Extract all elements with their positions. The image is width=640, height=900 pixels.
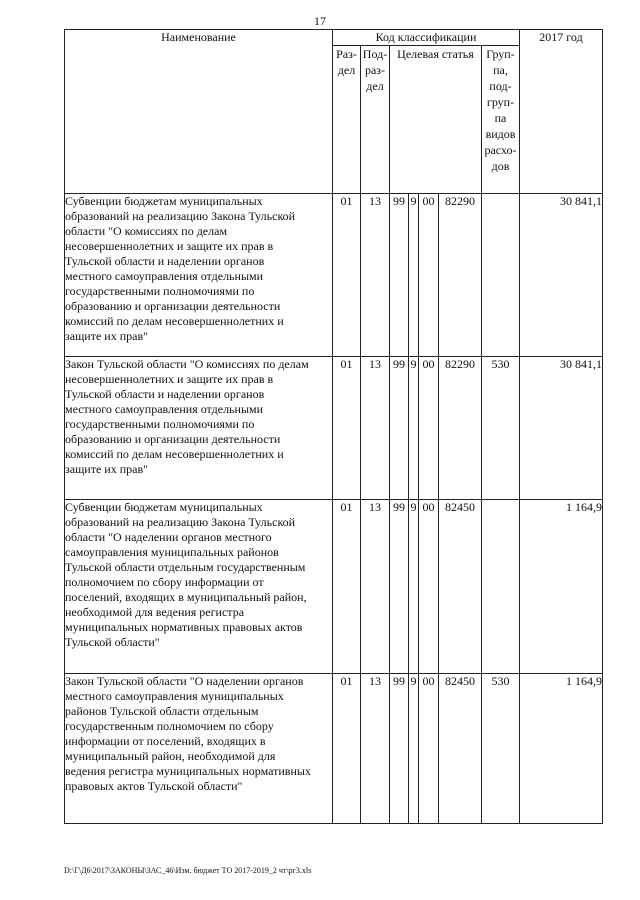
row-expense-group: 530 — [482, 357, 520, 500]
row-target-program: 99 — [390, 357, 409, 500]
header-name: Наименование — [65, 30, 333, 194]
row-amount: 1 164,9 — [520, 674, 603, 824]
row-target-subprogram: 9 — [409, 357, 419, 500]
header-code-group: Код классификации — [333, 30, 520, 46]
row-name: Субвенции бюджетам муниципальных образований на реализацию Закона Тульской области "О наделении органов местного самоуправления муниципальных районов Тульской области отдельным государственным полномочием по сбору информации от поселений, входящих в муниципальный район, необходимой для ведения регистра муниципальных нормативных правовых актов Тульской области" — [65, 500, 333, 674]
row-target-main: 00 — [419, 674, 439, 824]
row-target-program: 99 — [390, 674, 409, 824]
row-target-main: 00 — [419, 357, 439, 500]
page-number: 17 — [314, 14, 326, 28]
row-target-direction: 82290 — [439, 194, 482, 357]
table-row — [65, 500, 603, 674]
header-target: Целевая статья — [390, 46, 482, 194]
footer-file-path: D:\Г\Д6\2017\ЗАКОНЫ\ЗАС_46\Изм. бюджет ТО 2017-2019_2 чт\рг3.xls — [64, 866, 312, 875]
table-row — [65, 357, 603, 500]
row-target-direction: 82290 — [439, 357, 482, 500]
row-target-main: 00 — [419, 500, 439, 674]
table-row — [65, 674, 603, 824]
row-target-subprogram: 9 — [409, 500, 419, 674]
row-expense-group — [482, 194, 520, 357]
row-subsection: 13 — [361, 357, 390, 500]
row-target-program: 99 — [390, 194, 409, 357]
row-target-direction: 82450 — [439, 674, 482, 824]
row-name: Закон Тульской области "О комиссиях по делам несовершеннолетних и защите их прав в Тульской области и наделении органов местного самоуправления отдельными государственными полномочиями по образованию и организации деятельности комиссий по делам несовершеннолетних и защите их прав" — [65, 357, 333, 500]
row-section: 01 — [333, 194, 361, 357]
row-amount: 1 164,9 — [520, 500, 603, 674]
row-subsection: 13 — [361, 674, 390, 824]
row-amount: 30 841,1 — [520, 357, 603, 500]
row-expense-group: 530 — [482, 674, 520, 824]
row-target-subprogram: 9 — [409, 194, 419, 357]
row-target-direction: 82450 — [439, 500, 482, 674]
row-expense-group — [482, 500, 520, 674]
row-section: 01 — [333, 674, 361, 824]
table-row — [65, 194, 603, 357]
row-subsection: 13 — [361, 500, 390, 674]
row-target-main: 00 — [419, 194, 439, 357]
row-subsection: 13 — [361, 194, 390, 357]
budget-table — [64, 29, 603, 824]
header-year: 2017 год — [520, 30, 603, 194]
row-section: 01 — [333, 500, 361, 674]
header-section: Раз- дел — [333, 46, 361, 194]
row-section: 01 — [333, 357, 361, 500]
header-subsection: Под- раз- дел — [361, 46, 390, 194]
row-target-subprogram: 9 — [409, 674, 419, 824]
row-name: Закон Тульской области "О наделении органов местного самоуправления муниципальных районов Тульской области отдельным государственным полномочием по сбору информации от поселений, входящих в муниципальный район, необходимой для ведения регистра муниципальных нормативных правовых актов Тульской области" — [65, 674, 333, 824]
row-target-program: 99 — [390, 500, 409, 674]
row-name: Субвенции бюджетам муниципальных образований на реализацию Закона Тульской области "О комиссиях по делам несовершеннолетних и защите их прав в Тульской области и наделении органов местного самоуправления отдельными государственными полномочиями по образованию и организации деятельности комиссий по делам несовершеннолетних и защите их прав" — [65, 194, 333, 357]
header-expense: Груп- па, под- груп- па видов расхо- дов — [482, 46, 520, 194]
row-amount: 30 841,1 — [520, 194, 603, 357]
